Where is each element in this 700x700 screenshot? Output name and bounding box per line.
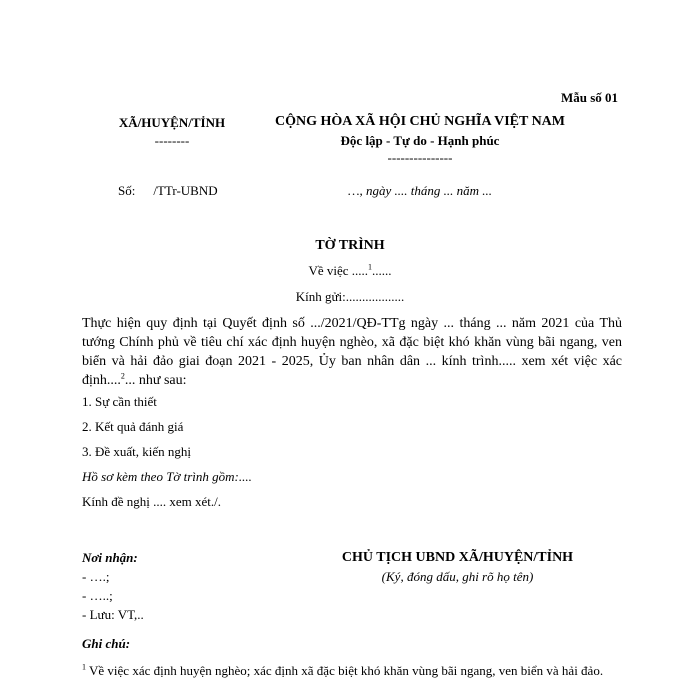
date-line: …, ngày .... tháng ... năm ... — [347, 183, 493, 198]
recipients-label: Nơi nhận: — [82, 550, 138, 565]
subject-line: Về việc .....$^1$...... — [308, 262, 392, 278]
issuing-authority: XÃ/HUYỆN/TỈNH — [118, 115, 226, 130]
recipient-item: - ….; — [82, 569, 110, 584]
number-value: /TTr-UBND — [153, 183, 218, 198]
recipient-item: - …..; — [82, 588, 113, 603]
signer-title: CHỦ TỊCH UBND XÃ/HUYỆN/TỈNH — [341, 550, 574, 565]
recipient-item-archive: - Lưu: VT,.. — [82, 607, 144, 622]
footnote-1: $^1$ Về việc xác định huyện nghèo; xác định xã đặc biệt khó khăn vùng bãi ngang, ven biển và hải đảo. — [82, 662, 604, 678]
footnote-ref-1: 1 — [368, 262, 373, 272]
document-title: TỜ TRÌNH — [315, 238, 385, 253]
section-results: 2. Kết quả đánh giá — [82, 419, 184, 434]
attachments-line: Hồ sơ kèm theo Tờ trình gồm:.... — [82, 469, 252, 484]
notes-label: Ghi chú: — [82, 636, 131, 651]
country-name: CỘNG HÒA XÃ HỘI CHỦ NGHĨA VIỆT NAM — [274, 114, 565, 129]
section-necessity: 1. Sự cần thiết — [82, 394, 157, 409]
number-label: Số: — [118, 183, 136, 198]
footnote-marker-1: 1 — [82, 662, 86, 672]
motto-rule: --------------- — [387, 150, 453, 165]
form-number: Mẫu số 01 — [560, 90, 618, 105]
section-proposals: 3. Đề xuất, kiến nghị — [82, 444, 192, 459]
intro-paragraph: Thực hiện quy định tại Quyết định số .../2021/QĐ-TTg ngày ... tháng ... năm 2021 của Thủ tướng Chính phủ về tiêu chí xác định huyện nghèo, xã đặc biệt khó khăn vùng bãi ngang, ven biển và hải đảo giai đoạn 2021 - 2025, Ủy ban nhân dân ... kính trình..... xem xét việc xác định....$^2$... như sau: — [82, 316, 622, 388]
recipient-line: Kính gửi:.................. — [295, 289, 405, 304]
national-motto: Độc lập - Tự do - Hạnh phúc — [340, 133, 500, 148]
footnote-ref-2: 2 — [120, 371, 125, 381]
signature-instruction: (Ký, đóng dấu, ghi rõ họ tên) — [381, 569, 534, 584]
authority-rule: -------- — [154, 133, 190, 148]
document-number — [118, 183, 218, 199]
closing-line: Kính đề nghị .... xem xét./. — [82, 494, 222, 509]
